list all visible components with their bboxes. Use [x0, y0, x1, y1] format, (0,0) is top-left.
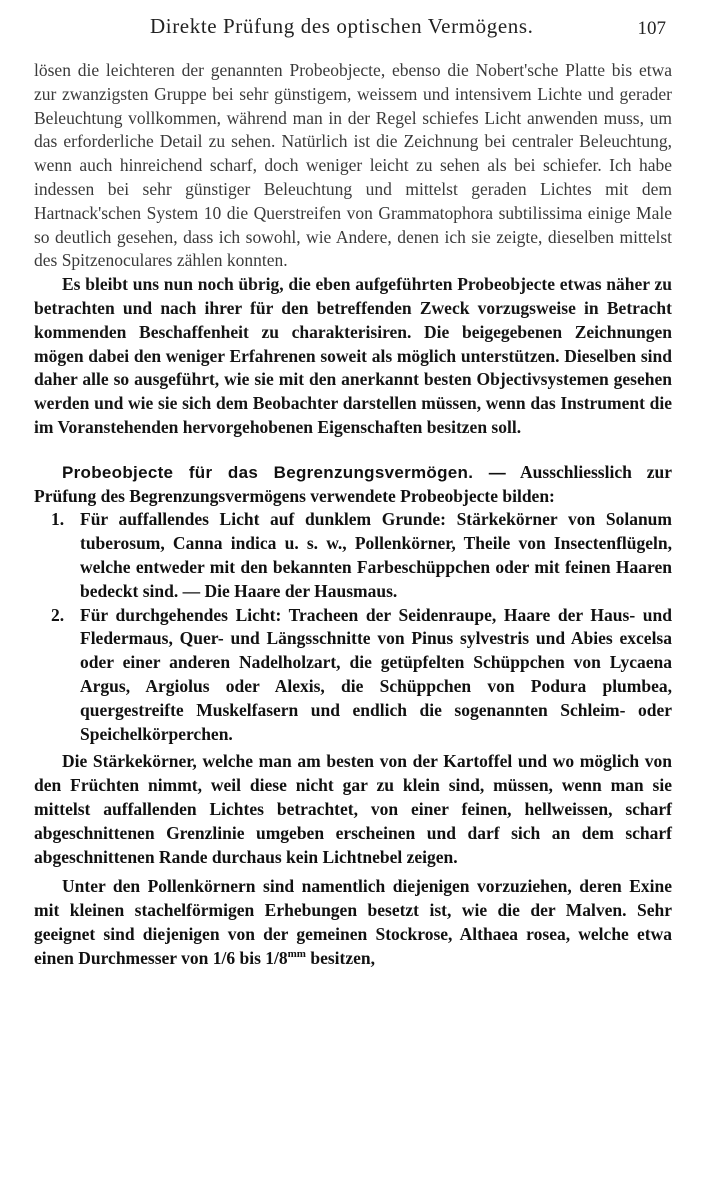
- probeobject-list: [34, 508, 672, 746]
- list-number: 2.: [51, 604, 65, 625]
- p4-between: bis: [239, 947, 261, 968]
- paragraph-4: [34, 875, 672, 970]
- list-item-text: Für auffallendes Licht auf dunklem Grunde: Stärkekörner von Solanum tuberosum, Canna indica u. s. w., Pollenkörner, Theile von Insectenflügeln, welche entweder mit den bekannten Farbeschüppchen oder mit feinen Haaren bedeckt sind. — Die Haare der Hausmaus.: [80, 509, 672, 601]
- p4-text-before: Unter den Pollenkörnern sind namentlich diejenigen vorzuziehen, deren Exine mit kleinen stachelförmigen Erhebungen besetzt ist, wie die der Malven. Sehr geeignet sind diejenigen von der gemeinen Stockrose, Althaea rosea, welche etwa einen Durchmesser von: [34, 876, 672, 968]
- page-number: 107: [637, 18, 666, 39]
- list-number: 1.: [51, 509, 65, 530]
- unit-mm: mm: [287, 947, 306, 960]
- fraction-two: 1/8: [265, 947, 288, 968]
- fraction-one: 1/6: [212, 947, 236, 968]
- paragraph-2: Es bleibt uns nun noch übrig, die eben aufgeführten Probeobjecte etwas näher zu betrachten und nach ihrer für den betreffenden Zweck vorzugsweise in Betracht kommenden Beschaffenheit zu charakterisiren. Die beigegebenen Zeichnungen mögen dabei den weniger Erfahrenen soweit als möglich unterstützen. Dieselben sind daher alle so ausgeführt, wie sie mit den anerkannt besten Objectivsystemen gesehen werden und wie sie sich dem Beobachter darstellen müssen, wenn das Instrument die im Voranstehenden hervorgehobenen Eigenschaften besitzen soll.: [34, 274, 672, 437]
- running-head: Direkte Prüfung des optischen Vermögens.: [150, 14, 534, 38]
- paragraph-3: Die Stärkekörner, welche man am besten von der Kartoffel und wo möglich von den Früchten nimmt, weil diese nicht gar zu klein sind, müssen, wenn man sie mittelst auffallenden Lichtes betrachtet, von einer feinen, hellweissen, scharf abgeschnittenen Grenzlinie umgeben erscheinen und darf sich an dem scharf abgeschnittenen Rande durchaus kein Lichtnebel zeigen.: [34, 751, 672, 867]
- paragraph-1: lösen die leichteren der genannten Probeobjecte, ebenso die Nobert'sche Platte bis etwa zur zwanzigsten Gruppe bei sehr günstigem, weissem und intensivem Lichte und gerader Beleuchtung vollkommen, während man in der Regel schiefes Licht anwenden muss, um das erforderliche Detail zu sehen. Natürlich ist die Zeichnung bei centraler Beleuchtung, wenn auch hinreichend scharf, doch weniger leicht zu sehen als bei schiefer. Ich habe indessen bei sehr günstiger Beleuchtung und mittelst geraden Lichtes mit dem Hartnack'schen System 10 die Querstreifen von Grammatophora subtilissima einige Male so deutlich gesehen, dass ich sowohl, wie Andere, denen ich sie zeigte, dieselben mittelst des Spitzenoculares zählen konnten.: [34, 60, 672, 271]
- spacer: [34, 440, 672, 461]
- p4-text-after: besitzen,: [310, 947, 375, 968]
- page-body: [34, 59, 672, 970]
- section-heading: Probeobjecte für das Begrenzungsvermögen. —: [62, 462, 507, 482]
- list-item-2: [34, 604, 672, 747]
- list-item-text: Für durchgehendes Licht: Tracheen der Seidenraupe, Haare der Haus- und Fledermaus, Quer- und Längsschnitte von Pinus sylvestris und Abies excelsa oder einer anderen Nadelholzart, die getüpfelten Schüppchen von Lycaena Argus, Argiolus oder Alexis, die Schüppchen von Podura plumbea, quergestreifte Muskelfasern und endlich die sogenannten Schleim- oder Speichelkörperchen.: [80, 604, 672, 744]
- section-intro-paragraph: [34, 461, 672, 509]
- list-item-1: [34, 508, 672, 603]
- section-intro: Ausschliesslich zur Prüfung des Begrenzungsvermögens verwendete Probeobjecte bilden:: [34, 461, 672, 506]
- page-header: [40, 14, 680, 44]
